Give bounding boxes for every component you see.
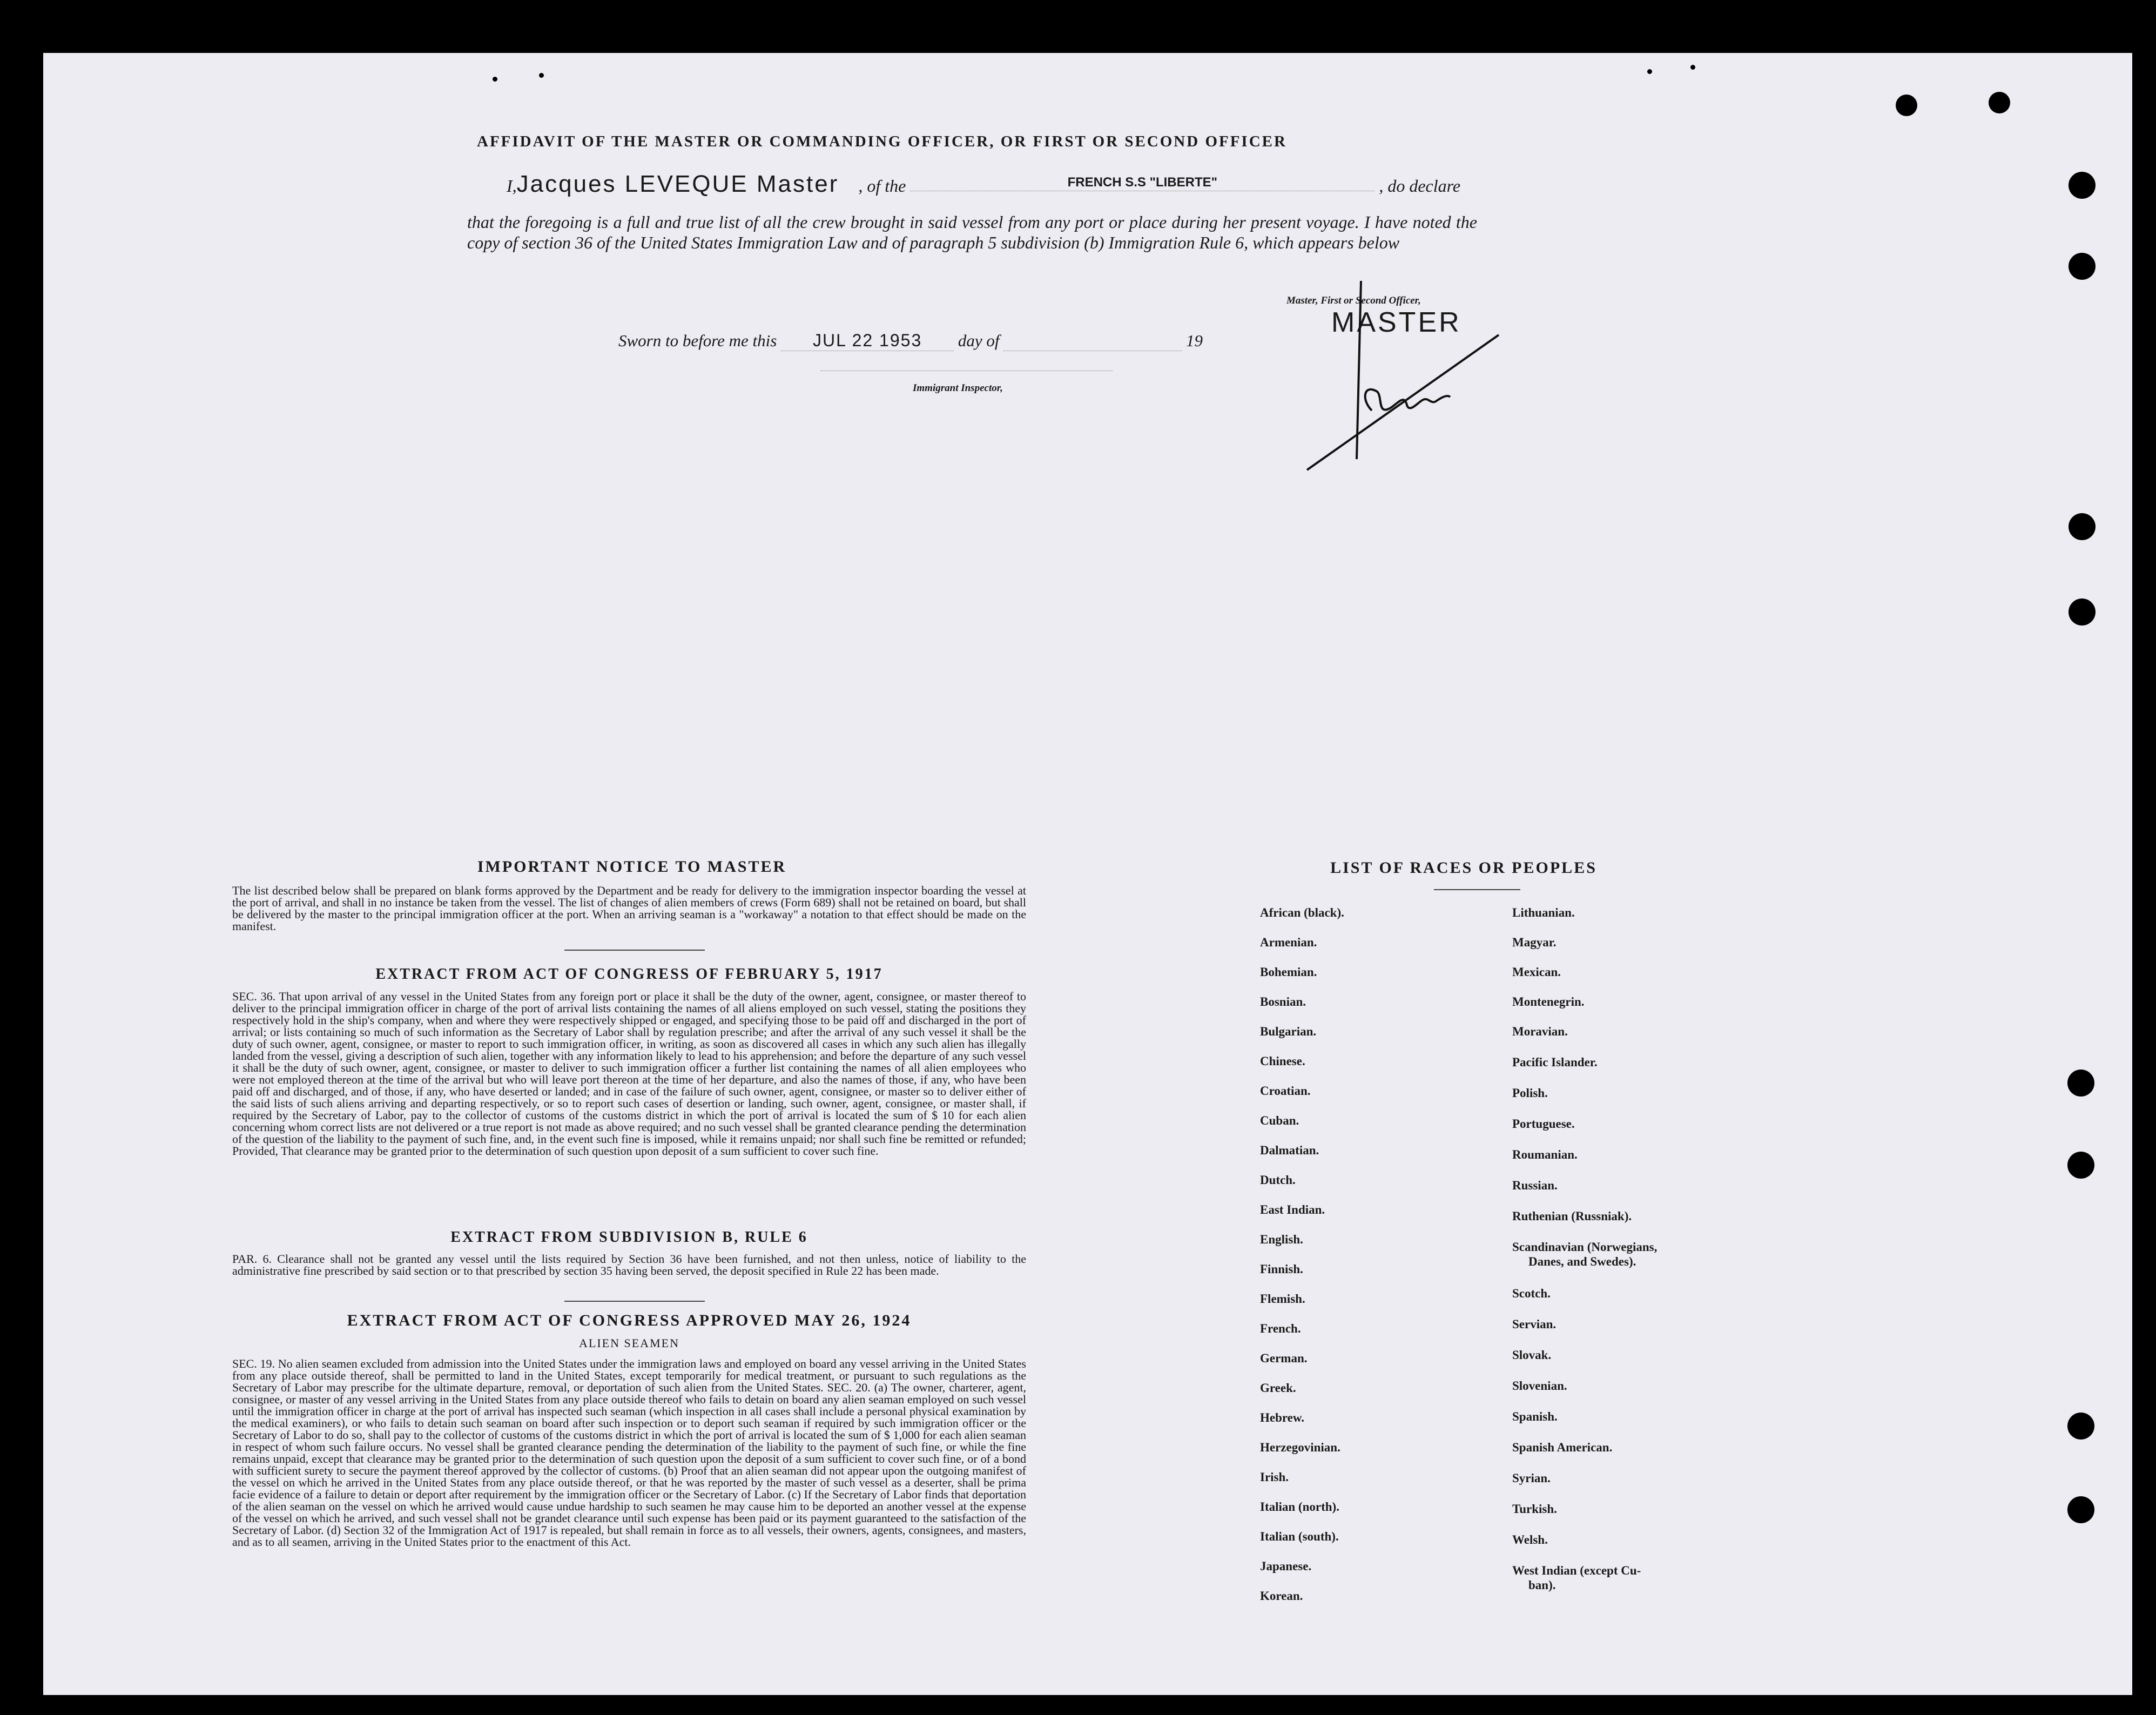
extract-1917-heading: EXTRACT FROM ACT OF CONGRESS OF FEBRUARY 5, 1917: [375, 966, 883, 983]
race-item: Irish.: [1260, 1470, 1289, 1484]
race-item: Flemish.: [1260, 1292, 1305, 1306]
extract-1924-text: SEC. 19. No alien seamen excluded from admission into the United States under the immigration laws and employed on board any vessel arriving in the United States from any place outside thereof, shall be permitted to land in the United States, except temporarily for medical treatment, or pursuant to such regulations as the Secretary of Labor may prescribe for the ultimate departure, removal, or deportation of such alien from the United States. SEC. 20. (a) The owner, charterer, agent, consignee, or master of any vessel arriving in the United States from any place outside thereof who fails to detain on board any alien seaman employed on such vessel until the immigration officer in charge at the port of arrival has inspected such seaman (which inspection in all cases shall include a personal physical examination by the medical examiners), or who fails to detain such seaman on board after such inspection or to deport such seaman if required by such immigration officer or the Secretary of Labor to do so, shall pay to the collector of customs of the customs district in which the port of arrival is located the sum of $ 1,000 for each alien seaman in respect of whom such failure occurs. No vessel shall be granted clearance pending the determination of the liability to the payment of such fine, or while the fine remains unpaid, except that clearance may be granted prior to the determination of such question upon the deposit of a sum sufficient to cover such fine, or of a bond with sufficient surety to secure the payment thereof approved by the collector of customs. (b) Proof that an alien seaman did not appear upon the outgoing manifest of the vessel on which he arrived in the United States from any place outside thereof, or that he was reported by the master of such vessel as a deserter, shall be prima facie evidence of a failure to detain or deport after requirement by the immigration officer or the Secretary of Labor. (c) If the Secretary of Labor finds that deportation of the alien seaman on the vessel on which he arrived would cause undue hardship to such seamen he may cause him to be deported an another vessel at the expense of the vessel on which he arrived, and such vessel shall not be grandet clearance until such expense has been paid or its payment guaranteed to the satisfaction of the Secretary of Labor. (d) Section 32 of the Immigration Act of 1917 is repealed, but shall remain in force as to all vessels, their owners, agents, consignees, and masters, and as to all seamen, arriving in the United States prior to the enactment of this Act.: [232, 1357, 1026, 1549]
race-item: Slovak.: [1512, 1348, 1552, 1362]
sworn-line: [618, 331, 1203, 351]
affidavit-name-line: [507, 171, 1460, 198]
month-field: [1003, 331, 1182, 351]
speck: [1647, 69, 1652, 74]
punch-hole: [2067, 1496, 2094, 1523]
race-item: Dalmatian.: [1260, 1144, 1319, 1157]
inspector-caption: Immigrant Inspector,: [913, 382, 1003, 394]
master-title-typed: MASTER: [1331, 307, 1461, 338]
race-item: Greek.: [1260, 1381, 1296, 1395]
race-item: East Indian.: [1260, 1203, 1325, 1216]
sworn-date-field: [781, 331, 954, 351]
speck: [539, 73, 544, 78]
race-item: Bosnian.: [1260, 995, 1306, 1008]
sworn-date-stamp: JUL 22 1953: [812, 331, 922, 350]
day-of-label: day of: [958, 331, 1000, 350]
race-item: Scandinavian (Norwegians,: [1512, 1240, 1658, 1254]
race-item: Welsh.: [1512, 1533, 1548, 1546]
extract-rule6-text: PAR. 6. Clearance shall not be granted any vessel until the lists required by Section 36 have been furnished, and not then unless, notice of liability to the administrative fine prescribed by said section or to that prescribed by section 35 having been served, the deposit specified in Rule 22 has been made.: [232, 1252, 1026, 1277]
race-item: Polish.: [1512, 1086, 1548, 1100]
signature: [1296, 275, 1512, 475]
race-item: West Indian (except Cu-: [1512, 1564, 1641, 1577]
notice-heading: IMPORTANT NOTICE TO MASTER: [477, 858, 787, 876]
signature-caption: Master, First or Second Officer,: [1286, 295, 1421, 306]
do-declare-label: , do declare: [1379, 176, 1461, 196]
race-item: French.: [1260, 1322, 1301, 1335]
race-item: Mexican.: [1512, 965, 1561, 979]
punch-hole: [1896, 95, 1917, 116]
vessel-name: FRENCH S.S "LIBERTE": [1067, 175, 1218, 190]
race-item: Pacific Islander.: [1512, 1055, 1598, 1069]
race-item: Dutch.: [1260, 1173, 1296, 1187]
punch-hole: [2069, 513, 2096, 540]
punch-hole: [2069, 172, 2096, 199]
race-item: Slovenian.: [1512, 1379, 1567, 1393]
race-item: Chinese.: [1260, 1054, 1305, 1068]
race-item: Japanese.: [1260, 1559, 1312, 1573]
divider: [564, 1301, 705, 1302]
race-item: Russian.: [1512, 1179, 1558, 1192]
race-item: Roumanian.: [1512, 1148, 1578, 1161]
extract-1917-text: SEC. 36. That upon arrival of any vessel in the United States from any foreign port or place it shall be the duty of the owner, agent, consignee, or master thereof to deliver to the principal immigration officer in charge of the port of arrival lists containing the names of all aliens employed on such vessel, stating the positions they respectively hold in the ship's company, when and where they were respectively shipped or engaged, and specifying those to be paid off and discharged in the port of arrival; or lists containing so much of such information as the Secretary of Labor shall by regulation prescribe; and after the arrival of any such vessel it shall be the duty of such owner, agent, consignee, or master to report to such immigration officer, in writing, as soon as discovered all cases in which any such alien has illegally landed from the vessel, giving a description of such alien, together with any information likely to lead to his apprehension; and before the departure of any such vessel it shall be the duty of such owner, agent, consignee, or master to deliver to such immigration officer a further list containing the names of all alien employees who were not employed thereon at the time of the arrival but who will leave port thereon at the time of her departure, and also the names of those, if any, who have been paid off and discharged, and of those, if any, who have deserted or landed; and in case of the failure of such owner, agent, consignee, or master so to deliver either of the said lists of such aliens arriving and departing respectively, or so to report such cases of desertion or landing, such owner, agent, consignee, or master shall, if required by the Secretary of Labor, pay to the collector of customs of the customs district in which the port of arrival is located the sum of $ 10 for each alien concerning whom correct lists are not delivered or a true report is not made as above required; and no such vessel shall be granted clearance pending the determination of the question of the liability to the payment of such fine, and, in the event such fine is imposed, while it remains unpaid; nor shall such fine be remitted or refunded; Provided, That clearance may be granted prior to the determination of such question upon deposit of a sum sufficient to cover such fine.: [232, 990, 1026, 1158]
race-item: Herzegovinian.: [1260, 1441, 1340, 1454]
race-item: Italian (south).: [1260, 1530, 1339, 1543]
race-item: Bohemian.: [1260, 965, 1317, 979]
race-item: Korean.: [1260, 1589, 1303, 1603]
affidavit-title: AFFIDAVIT OF THE MASTER OR COMMANDING OFFICER, OR FIRST OR SECOND OFFICER: [477, 133, 1287, 150]
extract-rule6-heading: EXTRACT FROM SUBDIVISION B, RULE 6: [450, 1229, 808, 1246]
declaration-text: that the foregoing is a full and true list of all the crew brought in said vessel from any port or place during her present voyage. I have noted the copy of section 36 of the United States Immigration Law and of paragraph 5 subdivision (b) Immigration Rule 6, which appears below: [467, 212, 1477, 252]
race-item: Hebrew.: [1260, 1411, 1304, 1424]
divider: [1434, 889, 1520, 890]
race-item: African (black).: [1260, 906, 1344, 919]
punch-hole: [2069, 598, 2096, 626]
race-item: Magyar.: [1512, 936, 1557, 949]
speck: [493, 77, 497, 82]
race-item: Portuguese.: [1512, 1117, 1575, 1131]
punch-hole: [1989, 92, 2010, 113]
race-item: Scotch.: [1512, 1287, 1551, 1300]
race-item: Danes, and Swedes).: [1528, 1255, 1636, 1268]
race-item: Moravian.: [1512, 1025, 1568, 1038]
speck: [1690, 65, 1695, 70]
race-item: Finnish.: [1260, 1262, 1303, 1276]
race-item: Bulgarian.: [1260, 1025, 1317, 1038]
race-item: Lithuanian.: [1512, 906, 1575, 919]
race-item: English.: [1260, 1233, 1303, 1246]
master-name: Jacques LEVEQUE Master: [516, 171, 839, 197]
race-item: Ruthenian (Russniak).: [1512, 1209, 1632, 1223]
race-item: Turkish.: [1512, 1502, 1557, 1516]
punch-hole: [2067, 1070, 2094, 1097]
extract-1924-subheading: ALIEN SEAMEN: [579, 1336, 679, 1350]
race-item: Spanish.: [1512, 1410, 1558, 1423]
punch-hole: [2067, 1413, 2094, 1440]
extract-1924-heading: EXTRACT FROM ACT OF CONGRESS APPROVED MAY 26, 1924: [347, 1312, 912, 1329]
race-item: Spanish American.: [1512, 1441, 1613, 1454]
race-item: Syrian.: [1512, 1471, 1551, 1485]
of-the-label: , of the: [858, 176, 906, 196]
notice-text: The list described below shall be prepared on blank forms approved by the Department and be ready for delivery to the immigration inspector boarding the vessel at the port of arrival, and shall in no instance be taken from the vessel. The list of changes of alien members of crews (Form 689) shall not be retained on board, but shall be delivered by the master to the principal immigration officer at the port. When an arriving seaman is a "workaway" a notation to that effect should be made on the manifest.: [232, 884, 1026, 933]
race-item: Servian.: [1512, 1317, 1557, 1331]
race-item: Croatian.: [1260, 1084, 1311, 1098]
race-item: ban).: [1528, 1578, 1556, 1592]
race-item: German.: [1260, 1351, 1308, 1365]
sworn-prefix: Sworn to before me this: [618, 331, 777, 350]
i-prefix: I,: [507, 176, 517, 196]
year-prefix: 19: [1185, 331, 1203, 350]
race-item: Montenegrin.: [1512, 995, 1585, 1008]
race-item: Cuban.: [1260, 1114, 1299, 1127]
vessel-field: [910, 171, 1375, 191]
race-item: Armenian.: [1260, 936, 1317, 949]
races-heading: LIST OF RACES OR PEOPLES: [1330, 859, 1597, 877]
punch-hole: [2069, 253, 2096, 280]
divider: [564, 950, 705, 951]
race-item: Italian (north).: [1260, 1500, 1339, 1514]
punch-hole: [2067, 1152, 2094, 1179]
